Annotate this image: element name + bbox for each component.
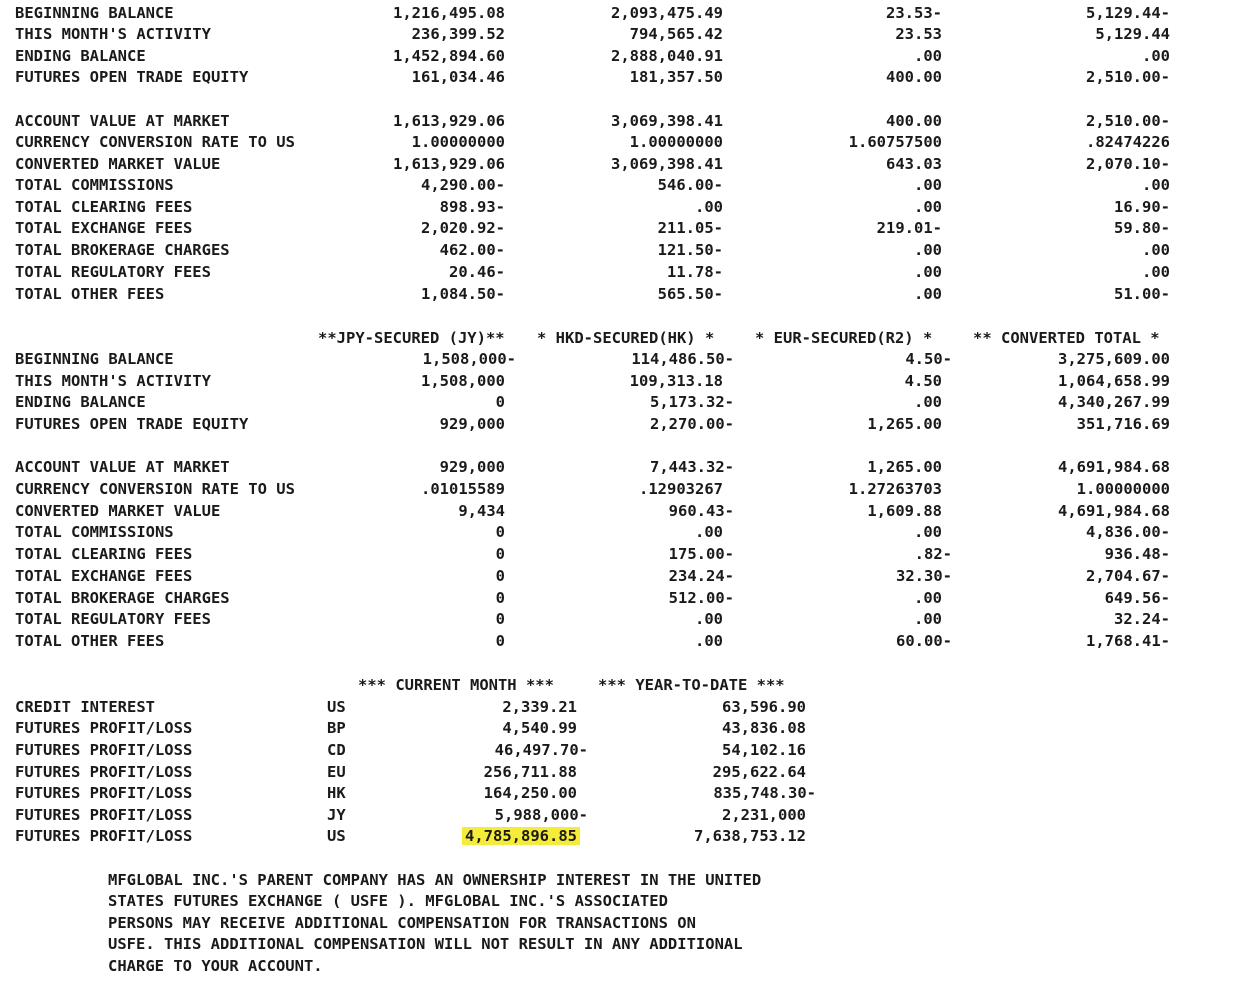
row-label: FUTURES PROFIT/LOSS [15,763,193,781]
cell-value: 4,290.00- [421,176,505,194]
row-label: FUTURES PROFIT/LOSS [15,784,193,802]
row-label: FUTURES PROFIT/LOSS [15,827,193,845]
cell-value: 1,508,000 [421,372,505,390]
cell-value: 960.43- [668,502,734,520]
table-row [0,609,1240,630]
cell-value: 1,609.88 [867,502,942,520]
row-label: TOTAL BROKERAGE CHARGES [15,589,230,607]
year-to-date-value: 7,638,753.12 [694,827,806,845]
cell-value: 0 [495,567,505,585]
row-label: FUTURES OPEN TRADE EQUITY [15,68,249,86]
cell-value: 0 [495,589,505,607]
table-row [0,218,1240,239]
disclaimer-line [0,956,1240,977]
table-row [0,24,1240,45]
table-row [0,414,1240,435]
cell-value: 7,443.32- [650,458,734,476]
cell-value: 121.50- [657,241,723,259]
year-to-date-value: 2,231,000 [722,806,806,824]
cell-value: 1,768.41- [1086,632,1170,650]
disclaimer-text: PERSONS MAY RECEIVE ADDITIONAL COMPENSATION FOR TRANSACTIONS ON [108,914,696,932]
cell-value: 1,452,894.60 [393,47,505,65]
cell-value: 23.53 [895,25,942,43]
cell-value: 181,357.50 [629,68,723,86]
row-label: CURRENCY CONVERSION RATE TO US [15,480,295,498]
cell-value: 1,084.50- [421,285,505,303]
cell-value: .00 [914,589,942,607]
row-label: TOTAL REGULATORY FEES [15,610,211,628]
cell-value: 0 [495,632,505,650]
cell-value: 236,399.52 [411,25,505,43]
cell-value: 1.27263703 [848,480,942,498]
cell-value: 2,020.92- [421,219,505,237]
cell-value: .00 [1142,47,1170,65]
row-label: BEGINNING BALANCE [15,4,174,22]
table-row [0,588,1240,609]
current-month-value: 256,711.88 [483,763,577,781]
table-row [0,111,1240,132]
cell-value: 32.24- [1114,610,1170,628]
cell-value: .00 [914,47,942,65]
cell-value: 11.78- [667,263,723,281]
cell-value: 1.60757500 [848,133,942,151]
table-row [0,132,1240,153]
current-month-header: *** CURRENT MONTH *** [358,676,554,694]
cell-value: 2,510.00- [1086,112,1170,130]
cell-value: 351,716.69 [1076,415,1170,433]
cell-value: 114,486.50- [631,350,734,368]
table-row [0,392,1240,413]
row-label: FUTURES PROFIT/LOSS [15,719,193,737]
cell-value: 2,270.00- [650,415,734,433]
current-month-value: 5,988,000- [494,806,588,824]
table-row [0,544,1240,565]
row-label: TOTAL COMMISSIONS [15,176,174,194]
cell-value: .82- [914,545,952,563]
cell-value: .00 [914,523,942,541]
cell-value: 211.05- [657,219,723,237]
cell-value: 565.50- [657,285,723,303]
cell-value: 32.30- [896,567,952,585]
cell-value: 2,510.00- [1086,68,1170,86]
current-month-value: 164,250.00 [483,784,577,802]
currency-code: BP [327,719,346,737]
table-row [0,457,1240,478]
table-row [0,522,1240,543]
disclaimer-text: MFGLOBAL INC.'S PARENT COMPANY HAS AN OWNERSHIP INTEREST IN THE UNITED [108,871,762,889]
table-row [0,479,1240,500]
column-header-converted-total: ** CONVERTED TOTAL * [973,329,1160,347]
table-row [0,240,1240,261]
row-label: FUTURES OPEN TRADE EQUITY [15,415,249,433]
table-row [0,566,1240,587]
cell-value: 1.00000000 [411,133,505,151]
cell-value: .00 [914,198,942,216]
cell-value: 23.53- [886,4,942,22]
cell-value: 5,173.32- [650,393,734,411]
cell-value: 1,265.00 [867,458,942,476]
row-label: CONVERTED MARKET VALUE [15,502,221,520]
cell-value: 400.00 [886,112,942,130]
cell-value: .00 [914,263,942,281]
cell-value: 4,340,267.99 [1058,393,1170,411]
row-label: TOTAL REGULATORY FEES [15,263,211,281]
cell-value: 5,129.44 [1095,25,1170,43]
currency-code: HK [327,784,346,802]
column-header-eur: * EUR-SECURED(R2) * [755,329,933,347]
cell-value: .00 [695,610,723,628]
row-label: TOTAL CLEARING FEES [15,545,193,563]
table-row [0,46,1240,67]
cell-value: 0 [495,523,505,541]
cell-value: .00 [914,393,942,411]
disclaimer-line [0,913,1240,934]
cell-value: .00 [695,198,723,216]
cell-value: 4,691,984.68 [1058,502,1170,520]
cell-value: 4.50- [905,350,952,368]
cell-value: .00 [1142,176,1170,194]
disclaimer-text: STATES FUTURES EXCHANGE ( USFE ). MFGLOBAL INC.'S ASSOCIATED [108,892,668,910]
year-to-date-value: 43,836.08 [722,719,806,737]
cell-value: .00 [695,523,723,541]
cell-value: 2,704.67- [1086,567,1170,585]
table-row [0,3,1240,24]
row-label: TOTAL OTHER FEES [15,632,165,650]
cell-value: 4,691,984.68 [1058,458,1170,476]
cell-value: 929,000 [439,458,505,476]
row-label: ACCOUNT VALUE AT MARKET [15,458,230,476]
cell-value: 1,216,495.08 [393,4,505,22]
cell-value: 51.00- [1114,285,1170,303]
current-month-value-highlighted [462,826,577,847]
cell-value: 16.90- [1114,198,1170,216]
cell-value: 649.56- [1104,589,1170,607]
table-row [0,501,1240,522]
table-row [0,175,1240,196]
disclaimer-line [0,891,1240,912]
cell-value: 0 [495,545,505,563]
cell-value: 59.80- [1114,219,1170,237]
cell-value: 898.93- [439,198,505,216]
year-to-date-value: 295,622.64 [712,763,806,781]
cell-value: 20.46- [449,263,505,281]
row-label: CONVERTED MARKET VALUE [15,155,221,173]
table-row [0,718,1240,739]
highlight-marker: 4,785,896.85 [462,827,580,845]
row-label: CREDIT INTEREST [15,698,155,716]
cell-value: 462.00- [439,241,505,259]
row-label: TOTAL OTHER FEES [15,285,165,303]
cell-value: .00 [914,241,942,259]
table-row [0,284,1240,305]
row-label: ACCOUNT VALUE AT MARKET [15,112,230,130]
cell-value: 1,613,929.06 [393,112,505,130]
cell-value: 2,888,040.91 [611,47,723,65]
cell-value: 4,836.00- [1086,523,1170,541]
cell-value: 161,034.46 [411,68,505,86]
cell-value: 0 [495,610,505,628]
table-row [0,371,1240,392]
cell-value: .12903267 [639,480,723,498]
currency-code: US [327,698,346,716]
cell-value: .00 [1142,241,1170,259]
year-to-date-value: 835,748.30- [713,784,816,802]
cell-value: 1,265.00 [867,415,942,433]
current-month-value: 46,497.70- [494,741,588,759]
table-row [0,697,1240,718]
currency-code: JY [327,806,346,824]
cell-value: 1,508,000- [422,350,516,368]
table-row [0,67,1240,88]
cell-value: .00 [914,285,942,303]
row-label: TOTAL CLEARING FEES [15,198,193,216]
year-to-date-value: 54,102.16 [722,741,806,759]
cell-value: .82474226 [1086,133,1170,151]
row-label: ENDING BALANCE [15,47,146,65]
table-row [0,631,1240,652]
cell-value: .00 [914,176,942,194]
row-label: TOTAL EXCHANGE FEES [15,219,193,237]
disclaimer-line [0,934,1240,955]
cell-value: .01015589 [421,480,505,498]
column-header-row [0,328,1240,349]
cell-value: 109,313.18 [629,372,723,390]
cell-value: 3,069,398.41 [611,112,723,130]
currency-code: US [327,827,346,845]
table-row [0,154,1240,175]
cell-value: 0 [495,393,505,411]
cell-value: 1.00000000 [1076,480,1170,498]
period-header-row [0,675,1240,696]
cell-value: 794,565.42 [629,25,723,43]
cell-value: 60.00- [896,632,952,650]
table-row [0,262,1240,283]
row-label: ENDING BALANCE [15,393,146,411]
disclaimer-text: USFE. THIS ADDITIONAL COMPENSATION WILL NOT RESULT IN ANY ADDITIONAL [108,935,743,953]
table-row [0,762,1240,783]
cell-value: 936.48- [1104,545,1170,563]
cell-value: 2,093,475.49 [611,4,723,22]
cell-value: 400.00 [886,68,942,86]
column-header-jpy: **JPY-SECURED (JY)** [318,329,505,347]
current-month-value: 2,339.21 [502,698,577,716]
currency-code: CD [327,741,346,759]
cell-value: .00 [1142,263,1170,281]
current-month-value: 4,540.99 [502,719,577,737]
row-label: FUTURES PROFIT/LOSS [15,741,193,759]
cell-value: 2,070.10- [1086,155,1170,173]
cell-value: 643.03 [886,155,942,173]
currency-code: EU [327,763,346,781]
cell-value: 3,069,398.41 [611,155,723,173]
row-label: THIS MONTH'S ACTIVITY [15,25,211,43]
cell-value: 1.00000000 [629,133,723,151]
cell-value: 219.01- [876,219,942,237]
cell-value: 3,275,609.00 [1058,350,1170,368]
table-row [0,740,1240,761]
cell-value: 1,613,929.06 [393,155,505,173]
row-label: BEGINNING BALANCE [15,350,174,368]
cell-value: .00 [914,610,942,628]
row-label: FUTURES PROFIT/LOSS [15,806,193,824]
table-row [0,805,1240,826]
row-label: TOTAL BROKERAGE CHARGES [15,241,230,259]
cell-value: 4.50 [904,372,942,390]
disclaimer-text: CHARGE TO YOUR ACCOUNT. [108,957,323,975]
row-label: CURRENCY CONVERSION RATE TO US [15,133,295,151]
year-to-date-value: 63,596.90 [722,698,806,716]
row-label: THIS MONTH'S ACTIVITY [15,372,211,390]
cell-value: 929,000 [439,415,505,433]
cell-value: 175.00- [668,545,734,563]
cell-value: 5,129.44- [1086,4,1170,22]
cell-value: .00 [695,632,723,650]
row-label: TOTAL EXCHANGE FEES [15,567,193,585]
year-to-date-header: *** YEAR-TO-DATE *** [598,676,785,694]
table-row [0,349,1240,370]
cell-value: 1,064,658.99 [1058,372,1170,390]
cell-value: 234.24- [668,567,734,585]
row-label: TOTAL COMMISSIONS [15,523,174,541]
table-row [0,197,1240,218]
table-row [0,783,1240,804]
cell-value: 9,434 [458,502,505,520]
cell-value: 546.00- [657,176,723,194]
column-header-hkd: * HKD-SECURED(HK) * [537,329,715,347]
cell-value: 512.00- [668,589,734,607]
disclaimer-line [0,870,1240,891]
table-row [0,826,1240,847]
